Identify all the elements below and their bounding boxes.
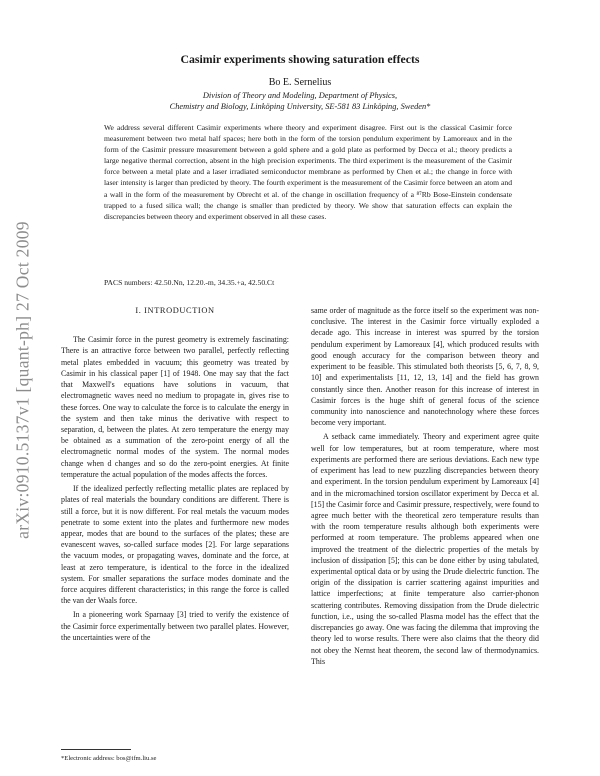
paragraph: A setback came immediately. Theory and experiment agree quite well for low temperatures, but at room temperature, where most experiments are performed there are serious deviations. Each new type of experiment has lead to new puzzling discrepancies between theory and experiment. In the torsion pendulum experiment by Lamoreaux [4] and in the micromachined torsion oscillator experiment by Decca et al. [15] the Casimir force and Casimir pressure, respectively, were found to agree much better with the theoretical zero temperature results than with the room temperature results although both experiments were performed at room temperature. The problems appeared when one improved the treatment of the dielectric properties of the metals by inclusion of dissipation [5]; this can be done either by using tabulated, experimental optical data or by using the Drude dielectric function. The origin of the dissipation is carrier scattering against impurities and lattice imperfections; at finite temperature also carrier-phonon scattering contributes. Removing dissipation from the Drude dielectric function, i.e., using the so-called Plasma model has the effect that the discrepancies go away. One was facing the dilemma that improving the theory led to worse results. There were also claims that the theory did not obey the Nernst heat theorem, the second law of thermodynamics. This <box>311 432 539 666</box>
abstract: We address several different Casimir experiments where theory and experiment disagree. First out is the classical Casimir force measurement between two metal half spaces; here both in the form of the torsion pendulum experiment by Lamoreaux and in the form of the Casimir pressure measurement between a gold sphere and a gold plate as performed by Decca et al.; theory predicts a large negative thermal correction, absent in the high precision experiments. The third experiment is the measurement of the Casimir force between a metal plate and a laser irradiated semiconductor membrane as performed by Chen et al.; the change in force with laser intensity is larger than predicted by theory. The fourth experiment is the measurement of the Casimir force between an atom and a wall in the form of the measurement by Obrecht et al. of the change in oscillation frequency of a ⁸⁷Rb Bose-Einstein condensate trapped to a fused silica wall; the change is smaller than predicted by theory. We show that saturation effects can explain the discrepancies between theory and experiment observed in all these cases. <box>104 123 512 221</box>
author-name: Bo E. Sernelius <box>268 77 332 88</box>
affiliation-line-1: Division of Theory and Modeling, Department of Physics, <box>202 91 398 100</box>
section-heading: I. INTRODUCTION <box>135 306 215 315</box>
pacs-numbers: PACS numbers: 42.50.Nn, 12.20.-m, 34.35.+a, 42.50.Ct <box>104 278 275 287</box>
footnote-rule <box>61 749 131 750</box>
paper-title: Casimir experiments showing saturation effects <box>180 52 420 66</box>
paragraph: The Casimir force in the purest geometry is extremely fascinating: There is an attractive force between two parallel, perfectly reflecting metal plates embedded in vacuum; this geometry was treated by Casimir in his classical paper [1] of 1948. One may say that the fact that Maxwell's equations have solutions in vacuum, that electromagnetic waves need no medium to propagate in, gives rise to these forces. One way to calculate the force is to calculate the energy in the system and then take minus the derivative with respect to separation, d, between the plates. At zero temperature the energy may be obtained as a summation of the zero-point energy of all the electromagnetic normal modes of the system. The normal modes change when d changes and so do the zero-point energies. At finite temperature the actual population of the modes affects the forces. <box>61 335 289 479</box>
affiliation-line-2: Chemistry and Biology, Linköping University, SE-581 83 Linköping, Sweden* <box>169 102 431 111</box>
footnote: *Electronic address: bos@ifm.liu.se <box>61 755 157 762</box>
paragraph: In a pioneering work Sparnaay [3] tried to verify the existence of the Casimir force experimentally between two parallel plates. However, the uncertainties were of the <box>61 610 289 642</box>
right-column <box>311 305 539 667</box>
arxiv-identifier: arXiv:0910.5137v1 [quant-ph] 27 Oct 2009 <box>12 221 33 539</box>
affiliation <box>0 90 600 112</box>
paragraph: same order of magnitude as the force itself so the experiment was non-conclusive. The interest in the Casimir force virtually exploded a decade ago. This increase in interest was spurred by the torsion pendulum experiment by Lamoreaux [4], which produced results with good enough accuracy for the comparison between theory and experiment to be feasible. This stimulated both theorists [5, 6, 7, 8, 9, 10] and experimentalists [11, 12, 13, 14] and the field has grown constantly since then. Another reason for this increase of interest in Casimir forces is the huge shift of general focus of the science community into nanoscience and nanotechnology where these forces become very important. <box>311 306 539 428</box>
left-column <box>61 305 289 643</box>
paragraph: If the idealized perfectly reflecting metallic plates are replaced by plates of real materials the boundary conditions are different. There is still a force, but it is now different. For real metals the vacuum modes penetrate to some extent into the plates and furthermore new modes appear, modes that are bound to the surfaces of the plates; these are evanescent waves, so-called surface modes [2]. For large separations the vacuum modes, or propagating waves, dominate and the force, at least at zero temperature, is identical to the force in the idealized system. For smaller separations the surface modes dominate and the force acquires different characteristics; in this range the force is called the van der Waals force. <box>61 484 289 606</box>
